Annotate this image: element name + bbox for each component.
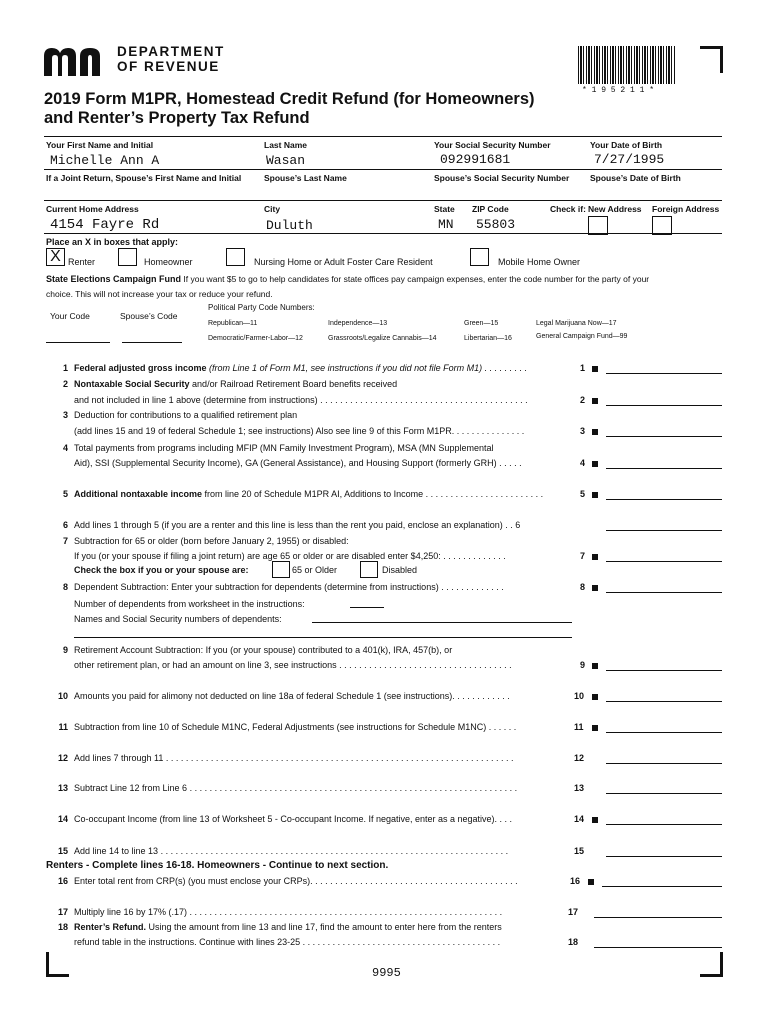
line-15-ref: 15 bbox=[574, 846, 585, 856]
line-3-field[interactable] bbox=[606, 436, 722, 437]
line-11-marker-icon bbox=[592, 725, 598, 731]
renter-label: Renter bbox=[68, 257, 96, 267]
line-14-marker-icon bbox=[592, 817, 598, 823]
spouse-ssn-label: Spouse’s Social Security Number bbox=[434, 173, 570, 183]
line-2-field[interactable] bbox=[606, 405, 722, 406]
line-5-ref: 5 bbox=[580, 489, 586, 499]
line-14-field[interactable] bbox=[606, 824, 722, 825]
line-17-ref: 17 bbox=[568, 907, 579, 917]
dob-label: Your Date of Birth bbox=[590, 140, 663, 150]
line-1-bold: Federal adjusted gross income bbox=[74, 363, 207, 373]
dept-line1: DEPARTMENT bbox=[117, 44, 225, 59]
line-16-marker-icon bbox=[588, 879, 594, 885]
first-name-label: Your First Name and Initial bbox=[46, 140, 154, 150]
line-9-number: 9 bbox=[62, 645, 68, 655]
line-3a bbox=[48, 410, 608, 420]
line-16-field[interactable] bbox=[602, 886, 722, 887]
line-14-text: Co-occupant Income (from line 13 of Worksheet 5 - Co-occupant Income. If negative, enter as a negative). . . . bbox=[74, 814, 513, 824]
title-line2: and Renter’s Property Tax Refund bbox=[44, 109, 310, 127]
line-10-text: Amounts you paid for alimony not deducted on line 18a of federal Schedule 1 (see instructions). . . . . . . . . . . . bbox=[74, 691, 510, 701]
line-8-field[interactable] bbox=[606, 592, 722, 593]
line-5-field[interactable] bbox=[606, 499, 722, 500]
line-7a bbox=[48, 536, 608, 546]
line-2b bbox=[74, 395, 608, 405]
dependents-names-field-2[interactable] bbox=[74, 637, 572, 638]
line-5-marker-icon bbox=[592, 492, 598, 498]
line-10 bbox=[48, 691, 608, 701]
nursing-home-label: Nursing Home or Adult Foster Care Resident bbox=[254, 257, 433, 267]
line-2a-text: and/or Railroad Retirement Board benefits received bbox=[189, 379, 398, 389]
line-10-field[interactable] bbox=[606, 701, 722, 702]
line-7-marker-icon bbox=[592, 554, 598, 560]
party-general: General Campaign Fund—99 bbox=[536, 333, 628, 340]
mobile-home-label: Mobile Home Owner bbox=[498, 257, 581, 267]
line-6-field[interactable] bbox=[606, 530, 722, 531]
your-code-label: Your Code bbox=[50, 311, 90, 321]
line-4b bbox=[74, 458, 608, 468]
line-12-number: 12 bbox=[57, 753, 68, 763]
last-name-label: Last Name bbox=[264, 140, 307, 150]
line-4-ref: 4 bbox=[580, 458, 586, 468]
party-legal-marijuana: Legal Marijuana Now—17 bbox=[536, 320, 617, 327]
line-2-number: 2 bbox=[62, 379, 68, 389]
line-8a bbox=[48, 582, 608, 592]
line-15 bbox=[48, 846, 608, 856]
renter-checkbox[interactable] bbox=[46, 248, 65, 266]
line-11-field[interactable] bbox=[606, 732, 722, 733]
line-8a-text: Dependent Subtraction: Enter your subtraction for dependents (determine from instructions) . . . . . . . . . . . . . bbox=[74, 582, 504, 592]
renters-heading: Renters - Complete lines 16-18. Homeowners - Continue to next section. bbox=[46, 860, 389, 871]
line-16-ref: 16 bbox=[570, 876, 581, 886]
line-15-number: 15 bbox=[57, 846, 68, 856]
campaign-fund-text1: If you want $5 to go to help candidates for state offices pay campaign expenses, enter the code number for the party of your bbox=[183, 274, 650, 284]
zip-field[interactable]: 55803 bbox=[476, 217, 516, 232]
disabled-checkbox[interactable] bbox=[360, 561, 378, 578]
line-16 bbox=[48, 876, 608, 886]
line-17-field[interactable] bbox=[594, 917, 722, 918]
line-10-number: 10 bbox=[57, 691, 68, 701]
line-3-ref: 3 bbox=[580, 426, 586, 436]
line-8-number: 8 bbox=[62, 582, 68, 592]
line-18-ref: 18 bbox=[568, 937, 579, 947]
line-14-ref: 14 bbox=[574, 814, 585, 824]
ssn-label: Your Social Security Number bbox=[434, 140, 551, 150]
city-field[interactable]: Duluth bbox=[266, 218, 313, 233]
corner-mark-bottom-right bbox=[700, 952, 723, 977]
line-7a-text: Subtraction for 65 or older (born before January 2, 1955) or disabled: bbox=[74, 536, 349, 546]
address-field[interactable]: 4154 Fayre Rd bbox=[50, 217, 160, 233]
corner-mark-bottom-left bbox=[46, 952, 69, 977]
nursing-home-checkbox[interactable] bbox=[226, 248, 245, 266]
line-7b bbox=[74, 551, 608, 561]
dept-line2: OF REVENUE bbox=[117, 59, 220, 74]
renter-check-mark: X bbox=[50, 248, 61, 265]
line-8-marker-icon bbox=[592, 585, 598, 591]
dependents-count-field[interactable] bbox=[350, 607, 384, 608]
line-12-text: Add lines 7 through 11 . . . . . . . . . . . . . . . . . . . . . . . . . . . . . . . . . . . . . . . . . . . . . . . . . . . . . . . . . . . . . . . . . . . . . . bbox=[74, 753, 514, 763]
line-13-ref: 13 bbox=[574, 783, 585, 793]
line-12 bbox=[48, 753, 608, 763]
line-7c-text: Check the box if you or your spouse are: bbox=[74, 565, 249, 575]
check-if-label: Check if: bbox=[550, 204, 586, 214]
line-14 bbox=[48, 814, 608, 824]
line-2b-text: and not included in line 1 above (determine from instructions) . . . . . . . . . . . . . . . . . . . . . . . . . . . . . . . . . . . . . . . . . . bbox=[74, 395, 528, 405]
party-green: Green—15 bbox=[464, 320, 499, 327]
line-4a bbox=[48, 443, 608, 453]
line-9-marker-icon bbox=[592, 663, 598, 669]
line-15-field[interactable] bbox=[606, 856, 722, 857]
line-18b-text: refund table in the instructions. Continue with lines 23-25 . . . . . . . . . . . . . . . . . . . . . . . . . . . . . . . . . . . . . . . . bbox=[74, 937, 501, 947]
dependents-names-field-1[interactable] bbox=[312, 622, 572, 623]
party-republican: Republican—11 bbox=[208, 320, 258, 327]
line-1-marker-icon bbox=[592, 366, 598, 372]
row2-rule bbox=[44, 200, 722, 201]
your-code-field[interactable] bbox=[46, 342, 110, 343]
line-5-number: 5 bbox=[62, 489, 68, 499]
line-1-text: (from Line 1 of Form M1, see instructions if you did not file Form M1) . . . . . . . . . bbox=[206, 363, 528, 373]
place-x-label: Place an X in boxes that apply: bbox=[46, 237, 179, 247]
line-18-number: 18 bbox=[57, 922, 68, 932]
line-2-bold: Nontaxable Social Security bbox=[74, 379, 190, 389]
party-dfl: Democratic/Farmer-Labor—12 bbox=[208, 335, 303, 342]
line-1-ref: 1 bbox=[580, 363, 586, 373]
line-11-text: Subtraction from line 10 of Schedule M1NC, Federal Adjustments (see instructions for Schedule M1NC) . . . . . . bbox=[74, 722, 517, 732]
party-independence: Independence—13 bbox=[328, 320, 388, 327]
line-7b-text: If you (or your spouse if filing a joint return) are age 65 or older or are disabled enter $4,250: . . . . . . . . . . . . . bbox=[74, 551, 506, 561]
spouse-first-name-label: If a Joint Return, Spouse’s First Name and Initial bbox=[46, 173, 242, 183]
line-3-marker-icon bbox=[592, 429, 598, 435]
spouse-dob-label: Spouse’s Date of Birth bbox=[590, 173, 681, 183]
line-10-ref: 10 bbox=[574, 691, 585, 701]
line-18a bbox=[48, 922, 608, 932]
party-grassroots: Grassroots/Legalize Cannabis—14 bbox=[328, 335, 437, 342]
line-1-number: 1 bbox=[62, 363, 68, 373]
dob-field[interactable]: 7/27/1995 bbox=[594, 152, 665, 167]
last-name-field[interactable]: Wasan bbox=[266, 153, 306, 168]
spouse-code-field[interactable] bbox=[122, 342, 182, 343]
line-6-text: Add lines 1 through 5 (if you are a renter and this line is less than the rent you paid, enclose an explanation) . . 6 bbox=[74, 520, 521, 530]
line-12-ref: 12 bbox=[574, 753, 585, 763]
line-13-number: 13 bbox=[57, 783, 68, 793]
foreign-address-label: Foreign Address bbox=[652, 204, 720, 214]
line-2-marker-icon bbox=[592, 398, 598, 404]
line-4a-text: Total payments from programs including MFIP (MN Family Investment Program), MSA (MN Supplemental bbox=[74, 443, 494, 453]
footer-code: 9995 bbox=[372, 966, 401, 980]
line-11-number: 11 bbox=[58, 722, 68, 732]
line-9b bbox=[74, 660, 608, 670]
line-3b-text: (add lines 15 and 19 of federal Schedule 1; see instructions) Also see line 9 of this Form M1PR. . . . . . . . . . . . . . . bbox=[74, 426, 525, 436]
line-7-ref: 7 bbox=[580, 551, 586, 561]
campaign-fund-title: State Elections Campaign Fund bbox=[46, 274, 182, 284]
line-9-field[interactable] bbox=[606, 670, 722, 671]
line-9a-text: Retirement Account Subtraction: If you (or your spouse) contributed to a 401(k), IRA, 457(b), or bbox=[74, 645, 453, 655]
line-18a-text: Using the amount from line 13 and line 17, find the amount to enter here from the renters bbox=[146, 922, 502, 932]
line-7-field[interactable] bbox=[606, 561, 722, 562]
form-title bbox=[44, 90, 535, 128]
age-65-label: 65 or Older bbox=[292, 565, 338, 575]
state-label: State bbox=[434, 204, 455, 214]
line-3a-text: Deduction for contributions to a qualified retirement plan bbox=[74, 410, 298, 420]
line-4b-text: Aid), SSI (Supplemental Security Income), GA (General Assistance), and Housing Support (formerly GRH) . . . . . bbox=[74, 458, 522, 468]
line-1-field[interactable] bbox=[606, 373, 722, 374]
mobile-home-checkbox[interactable] bbox=[470, 248, 489, 266]
line-17-text: Multiply line 16 by 17% (.17) . . . . . . . . . . . . . . . . . . . . . . . . . . . . . . . . . . . . . . . . . . . . . . . . . . . . . . . . . . . . . . . bbox=[74, 907, 503, 917]
zip-label: ZIP Code bbox=[472, 204, 509, 214]
city-label: City bbox=[264, 204, 281, 214]
spouse-last-name-label: Spouse’s Last Name bbox=[264, 173, 347, 183]
line-16-number: 16 bbox=[57, 876, 68, 886]
line-3b bbox=[74, 426, 608, 436]
line-9-ref: 9 bbox=[580, 660, 586, 670]
line-13-text: Subtract Line 12 from Line 6 . . . . . . . . . . . . . . . . . . . . . . . . . . . . . . . . . . . . . . . . . . . . . . . . . . . . . . . . . . . . . . . . . . bbox=[74, 783, 518, 793]
spouse-code-label: Spouse’s Code bbox=[120, 311, 178, 321]
line-12-field[interactable] bbox=[606, 763, 722, 764]
line-2a bbox=[48, 379, 608, 389]
line-17 bbox=[48, 907, 608, 917]
line-18b bbox=[74, 937, 608, 947]
line-8b-text: Number of dependents from worksheet in the instructions: bbox=[74, 599, 305, 609]
party-libertarian: Libertarian—16 bbox=[464, 335, 512, 342]
line-8-ref: 8 bbox=[580, 582, 586, 592]
line-5 bbox=[48, 489, 608, 499]
line-3-number: 3 bbox=[62, 410, 68, 420]
line-16-text: Enter total rent from CRP(s) (you must enclose your CRPs). . . . . . . . . . . . . . . . . . . . . . . . . . . . . . . . . . . . . . . . . . bbox=[74, 876, 518, 886]
line-6-number: 6 bbox=[62, 520, 68, 530]
ssn-field[interactable]: 092991681 bbox=[440, 152, 511, 167]
line-15-text: Add line 14 to line 13 . . . . . . . . . . . . . . . . . . . . . . . . . . . . . . . . . . . . . . . . . . . . . . . . . . . . . . . . . . . . . . . . . . . . . . bbox=[74, 846, 509, 856]
title-line1: 2019 Form M1PR, Homestead Credit Refund (for Homeowners) bbox=[44, 90, 535, 108]
line-8c-text: Names and Social Security numbers of dependents: bbox=[74, 614, 282, 624]
line-5-text: from line 20 of Schedule M1PR AI, Additions to Income . . . . . . . . . . . . . . . . . . . . . . . . bbox=[202, 489, 544, 499]
party-title: Political Party Code Numbers: bbox=[208, 303, 315, 312]
row3-rule bbox=[44, 233, 722, 234]
barcode-number: * 1 9 5 2 1 1 * bbox=[582, 86, 655, 95]
line-4-marker-icon bbox=[592, 461, 598, 467]
line-4-number: 4 bbox=[62, 443, 68, 453]
line-10-marker-icon bbox=[592, 694, 598, 700]
line-11 bbox=[48, 722, 608, 732]
address-label: Current Home Address bbox=[46, 204, 139, 214]
line-11-ref: 11 bbox=[574, 722, 584, 732]
header-rule bbox=[44, 136, 722, 137]
corner-mark-top-right bbox=[700, 46, 723, 73]
row1-rule bbox=[44, 169, 722, 170]
state-field[interactable]: MN bbox=[438, 217, 454, 232]
age-65-checkbox[interactable] bbox=[272, 561, 290, 578]
disabled-label: Disabled bbox=[382, 565, 418, 575]
line-18-bold: Renter’s Refund. bbox=[74, 922, 147, 932]
first-name-field[interactable]: Michelle Ann A bbox=[50, 153, 160, 168]
line-5-bold: Additional nontaxable income bbox=[74, 489, 203, 499]
line-2-ref: 2 bbox=[580, 395, 586, 405]
line-17-number: 17 bbox=[57, 907, 68, 917]
campaign-fund-text2: choice. This will not increase your tax or reduce your refund. bbox=[46, 289, 273, 299]
line-9a bbox=[48, 645, 608, 655]
new-address-label: New Address bbox=[588, 204, 642, 214]
line-6 bbox=[48, 520, 608, 530]
homeowner-checkbox[interactable] bbox=[118, 248, 137, 266]
line-1 bbox=[48, 363, 608, 373]
line-13-field[interactable] bbox=[606, 793, 722, 794]
line-14-number: 14 bbox=[57, 814, 68, 824]
campaign-fund-text bbox=[46, 272, 716, 302]
homeowner-label: Homeowner bbox=[144, 257, 193, 267]
line-18-field[interactable] bbox=[594, 947, 722, 948]
line-9b-text: other retirement plan, or had an amount on line 3, see instructions . . . . . . . . . . . . . . . . . . . . . . . . . . . . . . . . . . . bbox=[74, 660, 512, 670]
mn-logo-icon bbox=[44, 46, 110, 81]
dept-name bbox=[117, 44, 225, 74]
barcode bbox=[578, 46, 676, 84]
line-7-number: 7 bbox=[62, 536, 68, 546]
line-4-field[interactable] bbox=[606, 468, 722, 469]
line-13 bbox=[48, 783, 608, 793]
